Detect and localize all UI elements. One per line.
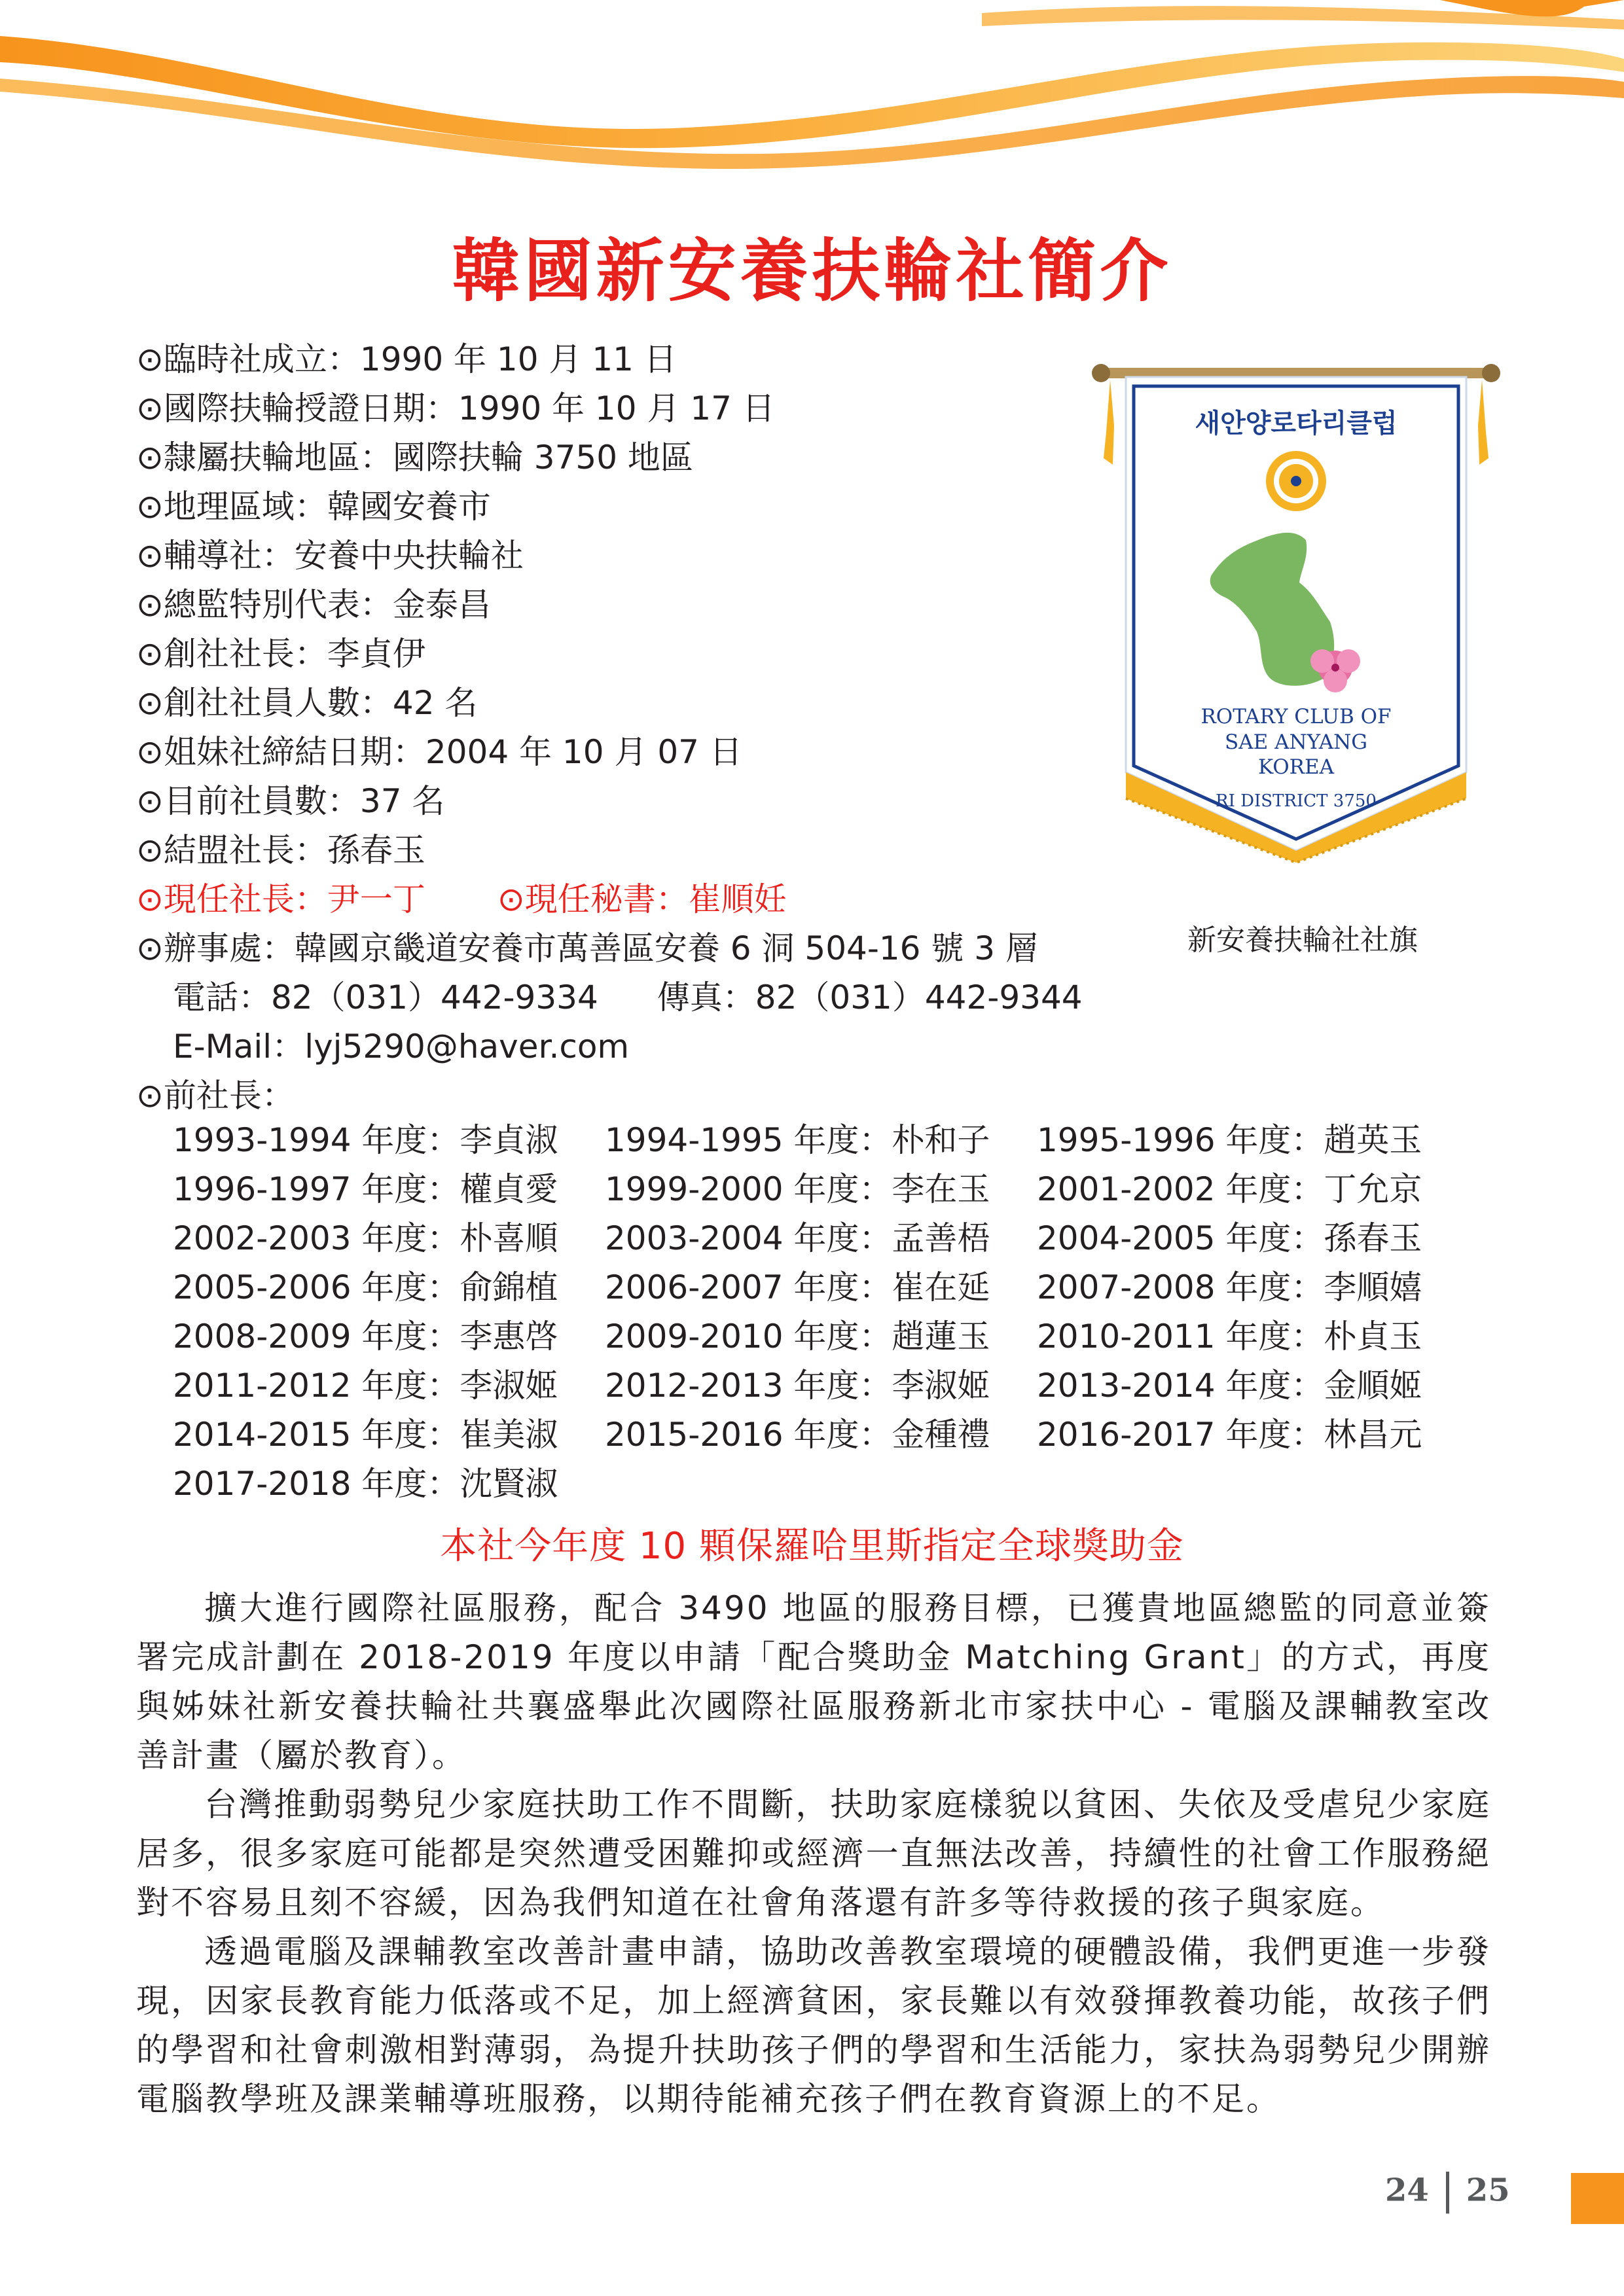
past-president-entry: 2014-2015 年度：崔美淑 [173, 1416, 558, 1454]
table-row [173, 1410, 1469, 1460]
table-row [173, 1361, 1469, 1410]
club-banner-image [1087, 353, 1519, 864]
past-presidents-table [173, 1116, 1469, 1509]
banner-korean-name: 새안양로타리클럽 [1195, 408, 1398, 439]
phone: 電話：82（031）442-9334 [173, 978, 598, 1016]
page-number-left: 24 [1385, 2172, 1429, 2209]
banner-line-4: RI DISTRICT 3750 [1216, 791, 1377, 811]
info-charter-date: ⊙國際扶輪授證日期：1990 年 10 月 17 日 [136, 389, 775, 427]
table-row [173, 1263, 1469, 1312]
paragraph: 透過電腦及課輔教室改善計畫申請，協助改善教室環境的硬體設備，我們更進一步發現，因家長教育能力低落或不足，加上經濟貧困，家長難以有效發揮教養功能，故孩子們的學習和社會刺激相對薄弱，為提升扶助孩子們的學習和生活能力，家扶為弱勢兒少開辦電腦教學班及課業輔導班服務，以期待能補充孩子們在教育資源上的不足。 [136, 1933, 1491, 2118]
banner-line-1: ROTARY CLUB OF [1200, 705, 1392, 728]
past-president-entry: 2017-2018 年度：沈賢淑 [173, 1465, 558, 1503]
info-region: ⊙地理區域：韓國安養市 [136, 488, 491, 526]
email-link[interactable]: E-Mail：lyj5290@haver.com [173, 1028, 630, 1066]
table-row [173, 1312, 1469, 1361]
past-president-entry: 2003-2004 年度：孟善梧 [605, 1219, 990, 1257]
current-secretary: ⊙現任秘書：崔順妊 [497, 880, 787, 918]
paragraph: 擴大進行國際社區服務，配合 3490 地區的服務目標，已獲貴地區總監的同意並簽署完成計劃在 2018-2019 年度以申請「配合獎助金 Matching Grant」的方式，再度與姊妹社新安養扶輪社共襄盛舉此次國際社區服務新北市家扶中心 - 電腦及課輔教室改善計畫（屬於教育）。 [136, 1589, 1491, 1774]
banner-line-2: SAE ANYANG [1225, 730, 1367, 754]
past-president-entry: 2011-2012 年度：李淑姬 [173, 1367, 558, 1405]
past-president-entry: 2009-2010 年度：趙蓮玉 [605, 1318, 990, 1355]
past-president-entry: 2010-2011 年度：朴貞玉 [1037, 1318, 1422, 1355]
current-president: ⊙現任社長：尹一丁 [136, 880, 425, 918]
table-row [173, 1165, 1469, 1214]
past-president-entry: 2001-2002 年度：丁允京 [1037, 1170, 1422, 1208]
section-heading: 本社今年度 10 顆保羅哈里斯指定全球獎助金 [440, 1525, 1184, 1568]
past-president-entry: 2013-2014 年度：金順姬 [1037, 1367, 1422, 1405]
past-president-entry: 2004-2005 年度：孫春玉 [1037, 1219, 1422, 1257]
info-district: ⊙隸屬扶輪地區：國際扶輪 3750 地區 [136, 439, 693, 476]
info-alliance-president: ⊙結盟社長：孫春玉 [136, 831, 425, 869]
paragraph: 台灣推動弱勢兒少家庭扶助工作不間斷，扶助家庭樣貌以貧困、失依及受虐兒少家庭居多，很多家庭可能都是突然遭受困難抑或經濟一直無法改善，持續性的社會工作服務絕對不容易且刻不容緩，因為我們知道在社會角落還有許多等待救援的孩子與家庭。 [136, 1785, 1491, 1922]
info-founded: ⊙臨時社成立：1990 年 10 月 11 日 [136, 340, 677, 378]
page-edge-tab [1571, 2173, 1624, 2224]
info-contact [136, 973, 1131, 1022]
table-row [173, 1116, 1469, 1165]
club-info-list [136, 335, 1131, 1121]
past-president-entry: 1995-1996 年度：趙英玉 [1037, 1121, 1422, 1159]
info-charter-president: ⊙創社社長：李貞伊 [136, 635, 425, 673]
page-divider [1446, 2172, 1449, 2214]
info-office-address: ⊙辦事處：韓國京畿道安養市萬善區安養 6 洞 504-16 號 3 層 [136, 929, 1038, 967]
page-title: 韓國新安養扶輪社簡介 [452, 231, 1172, 311]
past-president-entry: 2012-2013 年度：李淑姬 [605, 1367, 990, 1405]
header-wave-decoration [0, 0, 1624, 170]
info-sister-club-date: ⊙姐妹社締結日期：2004 年 10 月 07 日 [136, 733, 742, 771]
past-president-entry: 1993-1994 年度：李貞淑 [173, 1121, 558, 1159]
past-president-entry: 1994-1995 年度：朴和子 [605, 1121, 990, 1159]
past-president-entry: 2006-2007 年度：崔在延 [605, 1268, 990, 1306]
info-sponsor-club: ⊙輔導社：安養中央扶輪社 [136, 537, 524, 575]
banner-line-3: KOREA [1257, 755, 1335, 779]
past-president-entry: 2008-2009 年度：李惠啓 [173, 1318, 558, 1355]
past-presidents-label: ⊙前社長： [136, 1077, 295, 1115]
banner-caption: 新安養扶輪社社旗 [1187, 924, 1418, 957]
info-charter-members: ⊙創社社員人數：42 名 [136, 684, 478, 722]
info-governor-rep: ⊙總監特別代表：金泰昌 [136, 586, 491, 624]
rotary-wheel-icon [1266, 451, 1326, 511]
past-president-entry: 2016-2017 年度：林昌元 [1037, 1416, 1422, 1454]
table-row [173, 1214, 1469, 1263]
table-row [173, 1460, 1469, 1509]
page-numbers [1385, 2172, 1510, 2214]
info-current-officers [136, 875, 1131, 924]
page-number-right: 25 [1466, 2172, 1510, 2209]
past-president-entry: 1996-1997 年度：權貞愛 [173, 1170, 558, 1208]
info-current-members: ⊙目前社員數：37 名 [136, 782, 445, 820]
article-body [136, 1584, 1491, 2124]
fax: 傳真：82（031）442-9344 [657, 978, 1083, 1016]
past-president-entry: 2005-2006 年度：俞錦植 [173, 1268, 558, 1306]
past-president-entry: 2015-2016 年度：金種禮 [605, 1416, 990, 1454]
past-president-entry: 2007-2008 年度：李順嬉 [1037, 1268, 1422, 1306]
past-president-entry: 2002-2003 年度：朴喜順 [173, 1219, 558, 1257]
past-president-entry: 1999-2000 年度：李在玉 [605, 1170, 990, 1208]
